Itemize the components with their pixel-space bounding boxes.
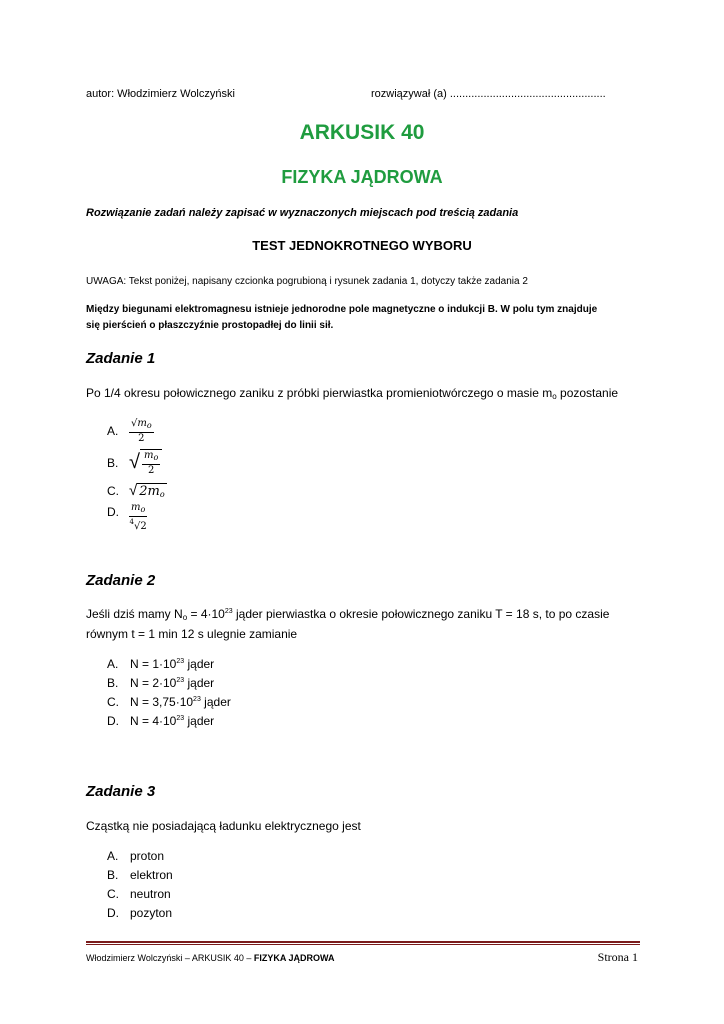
intro-bold-line-2: się pierścień o płaszczyźnie prostopadłej do linii sił. <box>86 320 334 331</box>
task-1-option-a: A. $\frac{√m_o}{2}$ <box>107 418 152 444</box>
instruction-text: Rozwiązanie zadań należy zapisać w wyznaczonych miejscach pod treścią zadania <box>86 207 519 219</box>
task-2-heading: Zadanie 2 <box>86 572 156 589</box>
document-title: ARKUSIK 40 <box>299 121 425 144</box>
task-2-option-c: C. $N = 3,75\cdot 10^{23}$ jąder <box>107 695 231 709</box>
task-1-option-d: D. $\frac{m_o}{^4√2}$ <box>107 502 147 532</box>
task-3-text: Cząstką nie posiadającą ładunku elektrycznego jest <box>86 819 361 833</box>
footer-left: Włodzimierz Wolczyński – ARKUSIK 40 – FIZYKA JĄDROWA <box>86 953 335 963</box>
task-2-option-d: D. $N = 4\cdot 10^{23}$ jąder <box>107 714 215 728</box>
task-3-option-d: D. pozyton <box>107 906 173 920</box>
task-3-option-a: A. proton <box>107 849 165 863</box>
task-2-option-b: B. $N = 2\cdot 10^{23}$ jąder <box>107 676 215 690</box>
page-number: Strona 1 <box>597 950 638 964</box>
note-text: UWAGA: Tekst poniżej, napisany czcionka pogrubioną i rysunek zadania 1, dotyczy także zadania 2 <box>86 276 528 287</box>
task-1-heading: Zadanie 1 <box>86 350 156 367</box>
task-2-text-line-1: Jeśli dziś mamy $N_o = 4\cdot 10^{23}$ jąder pierwiastka o okresie połowicznego zaniku T = 18 s, to po czasie <box>86 607 610 622</box>
task-3-option-c: C. neutron <box>107 887 171 901</box>
section-title: TEST JEDNOKROTNEGO WYBORU <box>252 238 472 253</box>
intro-bold-line-1: Między biegunami elektromagnesu istnieje jednorodne pole magnetyczne o indukcji B. W polu tym znajduje <box>86 304 598 315</box>
task-1-text: Po 1/4 okresu połowicznego zaniku z próbki pierwiastka promieniotwórczego o masie $m_o$ pozostanie <box>86 386 619 401</box>
solver-line: rozwiązywał (a) ................................................... <box>371 88 606 100</box>
task-3-heading: Zadanie 3 <box>86 783 156 800</box>
task-1-option-b: B. √ $\frac{m_o}{2}$ <box>107 449 307 479</box>
task-2-text-line-2: równym t = 1 min 12 s ulegnie zamianie <box>86 627 298 641</box>
task-3-option-b: B. elektron <box>107 868 173 882</box>
author-line: autor: Włodzimierz Wolczyński <box>86 88 235 100</box>
task-1-option-c: C. √ $2m_o$ <box>107 482 165 499</box>
footer-rule-thin <box>86 944 640 945</box>
task-2-option-a: A. $N = 1\cdot 10^{23}$ jąder <box>107 657 215 671</box>
footer-rule-thick <box>86 941 640 943</box>
document-subtitle: FIZYKA JĄDROWA <box>281 167 443 187</box>
